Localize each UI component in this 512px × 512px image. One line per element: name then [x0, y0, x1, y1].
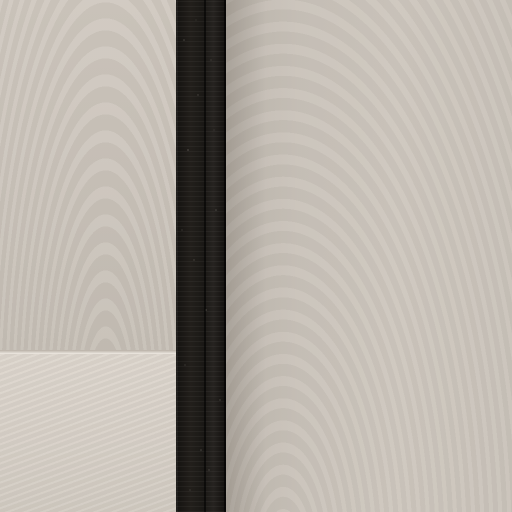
- left-wall: [0, 0, 176, 352]
- right-wall-shadow: [226, 0, 266, 512]
- frame-texture: [176, 0, 226, 512]
- left-floor: [0, 354, 176, 512]
- frame-seam: [204, 0, 206, 512]
- right-wall: [226, 0, 512, 512]
